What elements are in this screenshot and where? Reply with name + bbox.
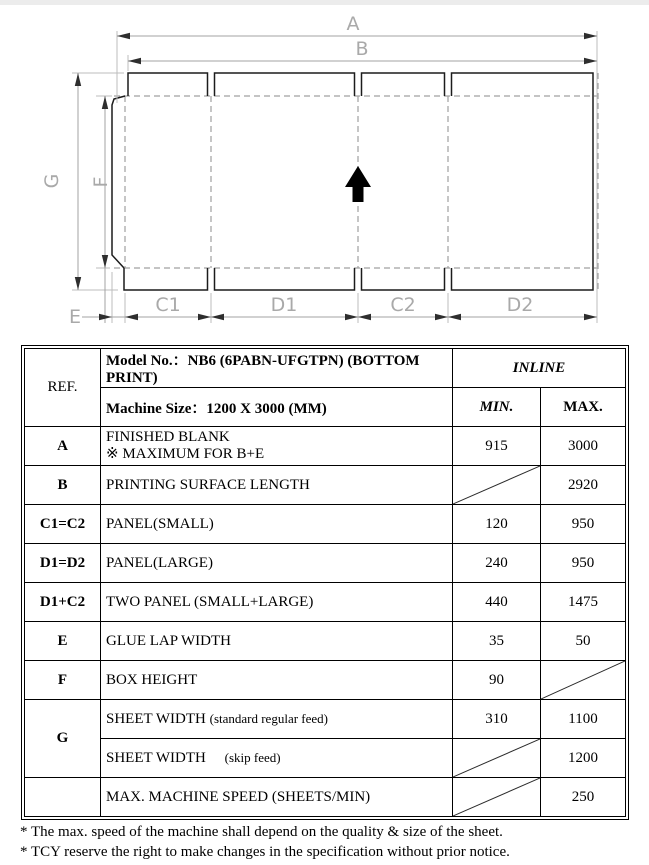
max-column-header: MAX. [541, 388, 626, 427]
model-no-cell: Model No.：NB6 (6PABN-UFGTPN) (BOTTOM PRINT) [101, 349, 453, 388]
footnote-speed: * The max. speed of the machine shall depend on the quality & size of the sheet. [20, 824, 503, 840]
max-cell: 2920 [541, 466, 626, 505]
max-cell: 250 [541, 778, 626, 817]
footnotes [20, 822, 510, 862]
min-cell [453, 739, 541, 778]
table-row [25, 466, 626, 505]
ref-cell: G [25, 700, 101, 778]
min-cell: 440 [453, 583, 541, 622]
dim-label-e: E [68, 306, 82, 328]
table-row [25, 427, 626, 466]
max-cell: 3000 [541, 427, 626, 466]
dim-label-c2: C2 [390, 294, 416, 316]
machine-size-cell: Machine Size：1200 X 3000 (MM) [101, 388, 453, 427]
table-row [25, 700, 626, 739]
dim-label-d2: D2 [506, 294, 534, 316]
dim-label-c1: C1 [155, 294, 181, 316]
table-header-row-2 [25, 388, 626, 427]
table-row [25, 778, 626, 817]
glue-lap-outline [112, 96, 125, 268]
max-cell: 50 [541, 622, 626, 661]
min-cell: 240 [453, 544, 541, 583]
min-cell: 35 [453, 622, 541, 661]
description-cell: BOX HEIGHT [101, 661, 453, 700]
description-cell: FINISHED BLANK ※ MAXIMUM FOR B+E [101, 427, 453, 466]
max-cell: 1200 [541, 739, 626, 778]
spec-table-body [25, 349, 626, 817]
min-cell [453, 778, 541, 817]
dim-label-a: A [346, 13, 360, 35]
table-row [25, 505, 626, 544]
dim-label-g: G [41, 173, 63, 189]
extension-lines [72, 31, 597, 323]
ref-column-header: REF. [25, 349, 101, 427]
ref-cell: B [25, 466, 101, 505]
description-cell: SHEET WIDTH (skip feed) [101, 739, 453, 778]
spec-table [21, 345, 629, 820]
ref-cell: D1=D2 [25, 544, 101, 583]
description-cell: MAX. MACHINE SPEED (SHEETS/MIN) [101, 778, 453, 817]
ref-cell: E [25, 622, 101, 661]
inline-header-cell: INLINE [453, 349, 626, 388]
description-cell: PANEL(SMALL) [101, 505, 453, 544]
min-cell: 915 [453, 427, 541, 466]
min-cell: 120 [453, 505, 541, 544]
description-cell: SHEET WIDTH (standard regular feed) [101, 700, 453, 739]
min-cell [453, 466, 541, 505]
description-cell: GLUE LAP WIDTH [101, 622, 453, 661]
dimension-lines [78, 36, 597, 323]
dim-label-f: F [90, 176, 112, 188]
box-blank-diagram [0, 5, 649, 340]
max-cell: 950 [541, 505, 626, 544]
table-row [25, 739, 626, 778]
ref-cell: C1=C2 [25, 505, 101, 544]
table-header-row-1 [25, 349, 626, 388]
max-cell [541, 661, 626, 700]
max-cell: 1100 [541, 700, 626, 739]
ref-cell [25, 778, 101, 817]
print-direction-arrow-icon [345, 166, 371, 202]
description-cell: PANEL(LARGE) [101, 544, 453, 583]
dimension-arrowheads [75, 33, 597, 320]
min-column-header: MIN. [453, 388, 541, 427]
ref-cell: D1+C2 [25, 583, 101, 622]
description-cell: PRINTING SURFACE LENGTH [101, 466, 453, 505]
ref-cell: A [25, 427, 101, 466]
dim-label-d1: D1 [270, 294, 298, 316]
max-cell: 1475 [541, 583, 626, 622]
table-row [25, 544, 626, 583]
table-row [25, 622, 626, 661]
table-row [25, 583, 626, 622]
description-cell: TWO PANEL (SMALL+LARGE) [101, 583, 453, 622]
ref-cell: F [25, 661, 101, 700]
table-row [25, 661, 626, 700]
footnote-rights: * TCY reserve the right to make changes in the specification without prior notice. [20, 844, 510, 860]
min-cell: 90 [453, 661, 541, 700]
dim-label-b: B [355, 38, 369, 60]
max-cell: 950 [541, 544, 626, 583]
min-cell: 310 [453, 700, 541, 739]
